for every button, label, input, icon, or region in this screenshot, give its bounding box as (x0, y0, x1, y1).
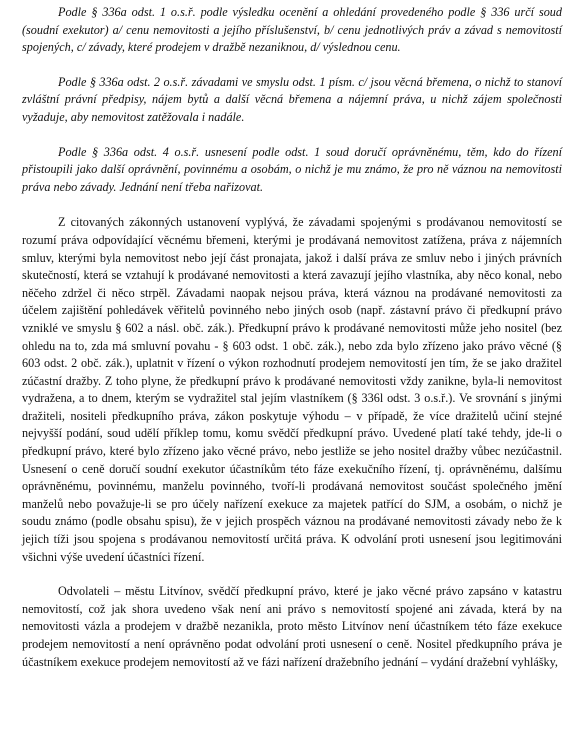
body-paragraph-2: Odvolateli – městu Litvínov, svědčí předkupní právo, které je jako věcné právo zapsáno v katastru nemovitostí, což jak shora uvedeno však není ani právo s nemovitostí spojené ani závada, která by na nemovitosti vázla a prodejem v dražbě nezanikla, proto město Litvínov není účastníkem této fáze exekuce prodejem nemovitostí a není oprávněno podat odvolání proti usnesení o ceně. Nositel předkupního práva je účastníkem exekuce prodejem nemovitostí až ve fázi nařízení dražebního jednání – vydání dražební vyhlášky, (22, 584, 562, 669)
quote-paragraph-1: Podle § 336a odst. 1 o.s.ř. podle výsledku ocenění a ohledání provedeného podle § 336 určí soud (soudní exekutor) a/ cenu nemovitosti a jejího příslušenství, b/ cenu jednotlivých práv a závad s nemovitostí spojených, c/ závady, které prodejem v dražbě nezaniknou, d/ výslednou cenu. (22, 5, 562, 55)
quote-paragraph-3: Podle § 336a odst. 4 o.s.ř. usnesení podle odst. 1 soud doručí oprávněnému, těm, kdo do řízení přistoupili jako další oprávnění, povinnému a osobám, o nichž je mu známo, že pro ně váznou na nemovitosti práva nebo závady. Jednání není třeba nařizovat. (22, 144, 562, 194)
body-paragraph-1: Z citovaných zákonných ustanovení vyplývá, že závadami spojenými s prodávanou nemovitostí se rozumí práva odpovídající věcnému břemeni, kterými je prodávaná nemovitost zatížena, práva z nájemních smluv, kterými byla nemovitost nebo její část pronajata, jakož i další práva ze smluv nebo i jiných právních skutečností, která se vztahují k prodávané nemovitosti a která zavazují jejího vlastníka, aby něco konal, nebo něčeho zdržel či něco strpěl. Závadami naopak nejsou práva, která váznou na prodávané nemovitosti za účelem zajištění pohledávek věřitelů povinného nebo jiných osob (např. zástavní právo či předkupní právo vzniklé ve smyslu § 602 a násl. obč. zák.). Předkupní právo k prodávané nemovitosti může jeho nositel (bez ohledu na to, zda má smluvní povahu - § 603 odst. 1 obč. zák.), nebo zda bylo zřízeno jako právo věcné (§ 603 odst. 2 obč. zák.), uplatnit v řízení o výkon rozhodnutí prodejem nemovitostí jen tím, že se jako dražitel zúčastní dražby. Z toho plyne, že předkupní právo k prodávané nemovitosti vždy zanikne, byla-li nemovitost vydražena, a to dnem, kterým se vydražitel stal jejím vlastníkem (§ 336l odst. 3 o.s.ř.). Ve srovnání s jinými dražiteli, nositeli předkupního práva, zákon poskytuje výhodu – v případě, že více dražitelů učiní stejné nejvyšší podání, soud udělí příklep tomu, komu svědčí předkupní právo. Uvedené platí také tehdy, jde-li o předkupní právo, které bylo zřízeno jako věcné právo, nebo jestliže se jeho nositel dražby vůbec nezúčastnil. Usnesení o ceně doručí soudní exekutor účastníkům této fáze exekučního řízení, tj. oprávněnému, dalšímu oprávněnému, povinnému, manželu povinného, tvoří-li prodávaná nemovitost součást společného jmění manželů nebo považuje-li se pro účely nařízení exekuce za majetek patřící do SJM, a osobám, o nichž je soudu známo (podle obsahu spisu), že v jejich prospěch váznou na prodávané nemovitosti závady nebo že k jejich tíži jsou spojena s prodávanou nemovitostí určitá práva. K odvolání proti usnesení jsou legitimováni všichni výše uvedení účastníci řízení. (22, 215, 562, 564)
quote-paragraph-2: Podle § 336a odst. 2 o.s.ř. závadami ve smyslu odst. 1 písm. c/ jsou věcná břemena, o nichž to stanoví zvláštní právní předpisy, nájem bytů a další věcná břemena a nájemní práva, u nichž zájem společnosti vyžaduje, aby nemovitost zatěžovala i nadále. (22, 74, 562, 124)
